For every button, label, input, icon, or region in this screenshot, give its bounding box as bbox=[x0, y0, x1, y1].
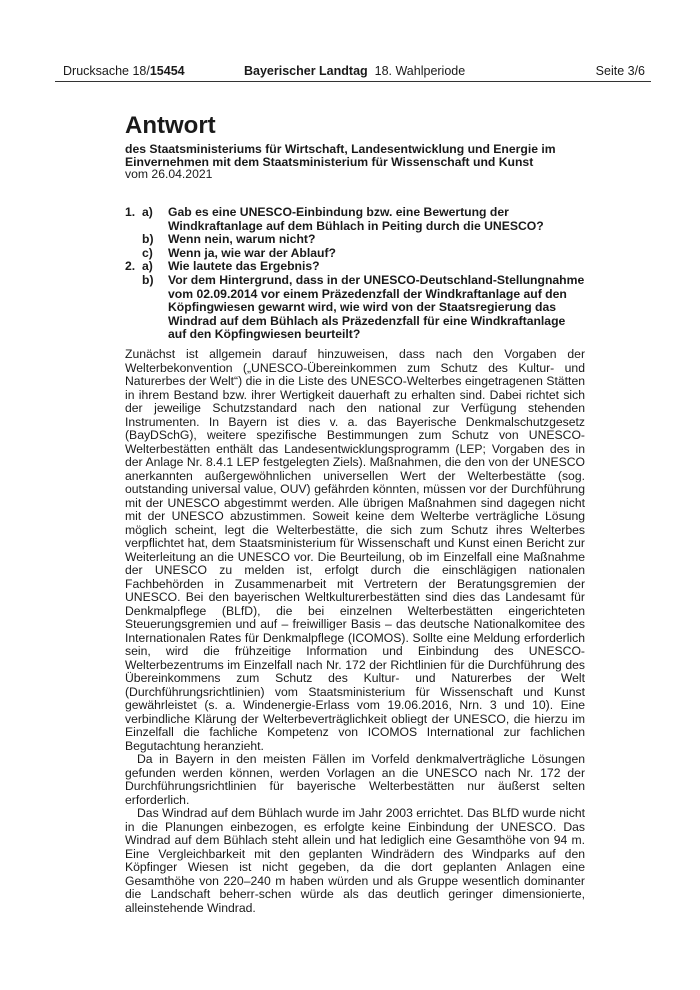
question-label: b) bbox=[142, 272, 154, 287]
question-text: Wie lautete das Ergebnis? bbox=[168, 259, 320, 274]
question-text: Wenn ja, wie war der Ablauf? bbox=[168, 245, 336, 260]
question-label: c) bbox=[142, 245, 153, 260]
legislative-period: 18. Wahlperiode bbox=[374, 64, 466, 78]
question-item bbox=[125, 247, 585, 261]
answer-body bbox=[125, 348, 585, 915]
question-label: b) bbox=[142, 232, 154, 247]
answer-paragraph: Da in Bayern in den meisten Fällen im Vorfeld denkmalverträgliche Lösungen gefunden werden können, werden Vorlagen an die UNESCO nach Nr. 172 der Durchführungsrichtlinien für bayerische Welterbestätten nur äußerst selten erforderlich. bbox=[125, 752, 585, 807]
answer-paragraph: Das Windrad auf dem Bühlach wurde im Jahr 2003 errichtet. Das BLfD wurde nicht in die Planungen einbezogen, es erfolgte keine Einbindung der UNESCO. Das Windrad auf dem Bühlach steht allein und hat lediglich eine Gesamthöhe von 94 m. Eine Vergleichbarkeit mit den geplanten Windrädern des Windparks auf den Köpfinger Wiesen ist nicht gegeben, da die dort geplanten Anlagen eine Gesamthöhe von 220–240 m haben würden und als Gruppe wesentlich dominanter die Landschaft beherr-schen würde als das deutlich geringer dimensionierte, alleinstehende Windrad. bbox=[125, 806, 585, 915]
answer-date: vom 26.04.2021 bbox=[125, 167, 213, 181]
question-item bbox=[125, 274, 585, 342]
question-text: Wenn nein, warum nicht? bbox=[168, 232, 316, 247]
header-rule bbox=[55, 81, 651, 82]
question-item bbox=[125, 260, 585, 274]
question-number: 2. bbox=[125, 259, 136, 274]
question-item bbox=[125, 206, 585, 233]
question-number: 1. bbox=[125, 205, 136, 219]
page-title: Antwort bbox=[125, 112, 216, 139]
answer-subtitle: des Staatsministeriums für Wirtschaft, Landesentwicklung und Energie im Einvernehmen mit dem Staatsministerium für Wissenschaft und Kunst bbox=[125, 142, 556, 170]
document-number bbox=[63, 63, 185, 79]
parliament-name: Bayerischer Landtag bbox=[244, 64, 368, 78]
parliament-info bbox=[244, 63, 465, 79]
page-header bbox=[55, 63, 645, 79]
question-label: a) bbox=[142, 205, 153, 219]
question-text: Gab es eine UNESCO-Einbindung bzw. eine Bewertung der Windkraftanlage auf dem Bühlach in Peiting durch die UNESCO? bbox=[168, 205, 544, 233]
document-number-value: 15454 bbox=[149, 64, 185, 78]
page-number: Seite 3/6 bbox=[595, 64, 645, 78]
question-label: a) bbox=[142, 259, 153, 274]
document-number-prefix: Drucksache 18/ bbox=[63, 64, 150, 78]
question-list bbox=[125, 206, 585, 342]
question-text: Vor dem Hintergrund, dass in der UNESCO-Deutschland-Stellungnahme vom 02.09.2014 vor einem Präzedenzfall der Windkraftanlage auf den Köpfingwiesen gewarnt wird, wie wird von der Staatsregierung das Windrad auf dem Bühlach als Präzedenzfall für eine Windkraftanlage auf den Köpfingwiesen beurteilt? bbox=[168, 272, 585, 342]
answer-paragraph: Zunächst ist allgemein darauf hinzuweisen, dass nach den Vorgaben der Welterbekonvention („UNESCO-Übereinkommen zum Schutz des Kultur- und Naturerbes der Welt“) die in die Liste des UNESCO-Welterbes eingetragenen Stätten in ihrem Bestand bzw. ihrer Wertigkeit dauerhaft zu erhalten sind. Dabei richtet sich der jeweilige Schutzstandard nach den national zur Verfügung stehenden Instrumenten. In Bayern ist dies v. a. das Bayerische Denkmalschutzgesetz (BayDSchG), weitere spezifische Bestimmungen zum Schutz von UNESCO-Welterbestätten enthält das Landesentwicklungsprogramm (LEP; Vorgaben des in der Anlage Nr. 8.4.1 LEP festgelegten Ziels). Maßnahmen, die den von der UNESCO anerkannten außergewöhnlichen universellen Wert der Welterbestätte (sog. outstanding universal value, OUV) gefährden könnten, müssen vor der Durchführung mit der UNESCO abgestimmt werden. Alle übrigen Maßnahmen sind dagegen nicht mit der UNESCO abzustimmen. Soweit keine dem Welterbe verträgliche Lösung möglich scheint, legt die Welterbestätte, die sich zum Schutz ihres Welterbes verpflichtet hat, dem Staatsministerium für Wissenschaft und Kunst einen Bericht zur Weiterleitung an die UNESCO vor. Die Beurteilung, ob im Einzelfall eine Maßnahme der UNESCO zu melden ist, erfolgt durch die einschlägigen nationalen Fachbehörden in Zusammenarbeit mit Vertretern der Beratungsgremien der UNESCO. Bei den bayerischen Weltkulturerbestätten sind dies das Landesamt für Denkmalpflege (BLfD), die bei einzelnen Welterbestätten eingerichteten Steuerungsgremien und auf – freiwilliger Basis – das deutsche Nationalkomitee des Internationalen Rates für Denkmalpflege (ICOMOS). Sollte eine Meldung erforderlich sein, wird die frühzeitige Information und Einbindung des UNESCO-Welterbezentrums im Einzelfall nach Nr. 172 der Richtlinien für die Durchführung des Übereinkommens zum Schutz des Kultur- und Naturerbes der Welt (Durchführungsrichtlinien) vom Staatsministerium für Wissenschaft und Kunst gewährleistet (s. a. Windenergie-Erlass vom 19.06.2016, Nrn. 3 und 10). Eine verbindliche Klärung der Welterbeverträglichkeit obliegt der UNESCO, die hierzu im Einzelfall die fachliche Kompetenz von ICOMOS International zur fachlichen Begutachtung heranzieht. bbox=[125, 347, 585, 753]
question-item bbox=[125, 233, 585, 247]
